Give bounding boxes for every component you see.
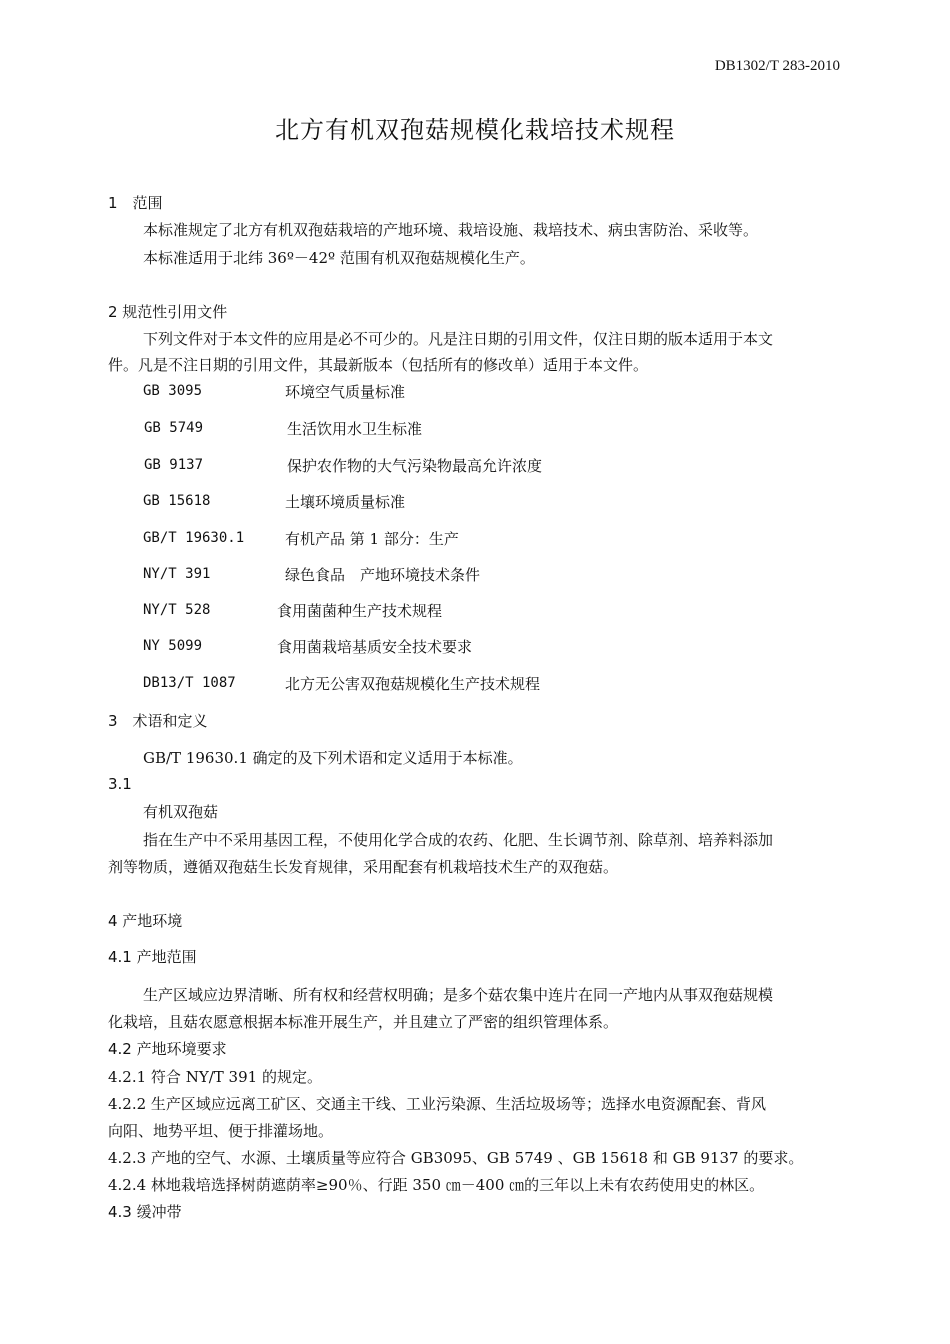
ref-code: NY 5099: [143, 638, 203, 654]
section-4-2-heading: 4.2 产地环境要求: [108, 1040, 227, 1058]
term-definition-line-2: 剂等物质，遵循双孢菇生长发育规律，采用配套有机栽培技术生产的双孢菇。: [108, 858, 619, 876]
clause-3-1-number: 3.1: [108, 775, 132, 793]
section-3-heading: 3 术语和定义: [108, 712, 208, 730]
term-heading: 有机双孢菇: [143, 803, 219, 821]
section-4-heading: 4 产地环境: [108, 912, 183, 930]
ref-title: 土壤环境质量标准: [285, 493, 406, 511]
ref-code: DB13/T 1087: [143, 675, 236, 691]
clause-4-2-1: 4.2.1 符合 NY/T 391 的规定。: [108, 1068, 322, 1086]
ref-title: 生活饮用水卫生标准: [287, 420, 423, 438]
ref-title: 食用菌栽培基质安全技术要求: [277, 638, 473, 656]
section-1-paragraph-2: 本标准适用于北纬 36º－42º 范围有机双孢菇规模化生产。: [143, 249, 535, 267]
section-2-heading: 2 规范性引用文件: [108, 303, 228, 321]
section-4-1-heading: 4.1 产地范围: [108, 948, 197, 966]
ref-title: 绿色食品 产地环境技术条件: [285, 566, 481, 584]
ref-title: 环境空气质量标准: [285, 383, 406, 401]
ref-code: NY/T 391: [143, 566, 211, 582]
ref-title: 有机产品 第 1 部分：生产: [285, 530, 459, 548]
section-2-paragraph-line-2: 件。凡是不注日期的引用文件，其最新版本（包括所有的修改单）适用于本文件。: [108, 356, 649, 374]
page-title: 北方有机双孢菇规模化栽培技术规程: [275, 116, 675, 144]
ref-code: GB 9137: [144, 457, 204, 473]
ref-title: 保护农作物的大气污染物最高允许浓度: [287, 457, 543, 475]
clause-4-2-2-line-2: 向阳、地势平坦、便于排灌场地。: [108, 1122, 334, 1140]
ref-code: GB 5749: [144, 420, 204, 436]
clause-4-2-3: 4.2.3 产地的空气、水源、土壤质量等应符合 GB3095、GB 5749 、GB 15618 和 GB 9137 的要求。: [108, 1149, 804, 1167]
section-4-1-line-2: 化栽培，且菇农愿意根据本标准开展生产，并且建立了严密的组织管理体系。: [108, 1013, 619, 1031]
ref-title: 北方无公害双孢菇规模化生产技术规程: [285, 675, 541, 693]
clause-4-2-2-line-1: 4.2.2 生产区域应远离工矿区、交通主干线、工业污染源、生活垃圾场等；选择水电资源配套、背风: [108, 1095, 766, 1113]
section-3-intro: GB/T 19630.1 确定的及下列术语和定义适用于本标准。: [143, 749, 523, 767]
clause-4-2-4: 4.2.4 林地栽培选择树荫遮荫率≥90％、行距 350 ㎝－400 ㎝的三年以上未有农药使用史的林区。: [108, 1176, 765, 1194]
section-4-1-line-1: 生产区域应边界清晰、所有权和经营权明确；是多个菇农集中连片在同一产地内从事双孢菇规模: [143, 986, 774, 1004]
term-definition-line-1: 指在生产中不采用基因工程，不使用化学合成的农药、化肥、生长调节剂、除草剂、培养料添加: [143, 831, 774, 849]
section-2-paragraph-line-1: 下列文件对于本文件的应用是必不可少的。凡是注日期的引用文件，仅注日期的版本适用于本文: [143, 330, 774, 348]
section-4-3-heading: 4.3 缓冲带: [108, 1203, 182, 1221]
ref-code: GB/T 19630.1: [143, 530, 245, 546]
document-number: DB1302/T 283-2010: [714, 58, 840, 74]
ref-code: GB 3095: [143, 383, 203, 399]
section-1-heading: 1 范围: [108, 194, 163, 212]
ref-code: GB 15618: [143, 493, 211, 509]
ref-title: 食用菌菌种生产技术规程: [277, 602, 443, 620]
section-1-paragraph-1: 本标准规定了北方有机双孢菇栽培的产地环境、栽培设施、栽培技术、病虫害防治、采收等。: [143, 221, 759, 239]
ref-code: NY/T 528: [143, 602, 211, 618]
